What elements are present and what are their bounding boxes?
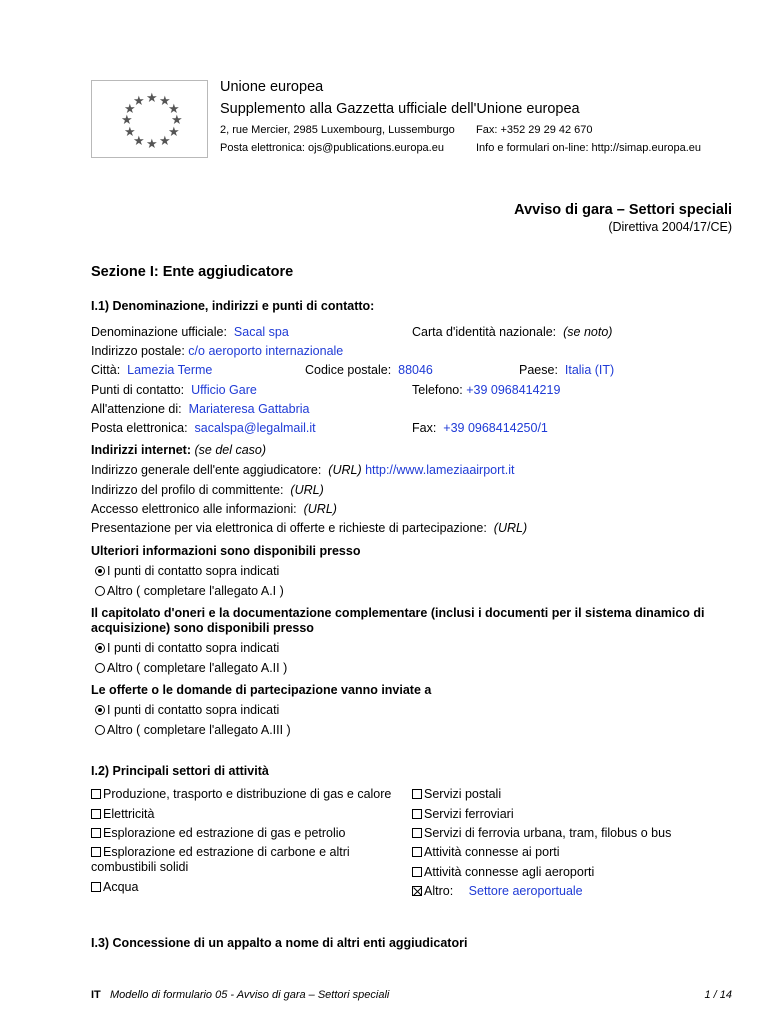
checkbox-icon[interactable] (412, 809, 422, 819)
more-info-heading: Ulteriori informazioni sono disponibili presso (91, 544, 361, 558)
field-national-id (412, 325, 612, 339)
checkbox-icon[interactable] (91, 847, 101, 857)
field-label: Posta elettronica: (91, 421, 188, 435)
sector-railway[interactable] (412, 807, 514, 821)
star-icon: ★ (168, 101, 180, 116)
field-country (519, 363, 614, 377)
star-icon: ★ (146, 136, 158, 151)
subsection-heading: I.2) Principali settori di attività (91, 764, 269, 778)
field-value: sacalspa@legalmail.it (194, 421, 316, 435)
internet-note: (se del caso) (194, 443, 267, 457)
more-info-option-other[interactable] (95, 584, 284, 598)
document-directive: (Direttiva 2004/17/CE) (608, 220, 732, 234)
star-icon: ★ (133, 133, 145, 148)
sector-coal[interactable] (91, 845, 350, 859)
option-label: Altro ( completare l'allegato A.I ) (107, 584, 284, 598)
url-tag: (URL) (328, 463, 362, 477)
radio-selected-icon[interactable] (95, 643, 105, 653)
internet-heading (91, 443, 266, 457)
star-icon: ★ (171, 112, 183, 127)
sector-label: Servizi ferroviari (424, 807, 514, 821)
checkbox-icon[interactable] (412, 867, 422, 877)
specs-heading-line1: Il capitolato d'oneri e la documentazione complementare (inclusi i documenti per il sistema dinamico di (91, 606, 705, 620)
sector-gas-oil[interactable] (91, 826, 346, 840)
field-attention (91, 402, 309, 416)
field-label: All'attenzione di: (91, 402, 182, 416)
sector-electricity[interactable] (91, 807, 154, 821)
field-value: +39 0968414250/1 (443, 421, 548, 435)
option-label: I punti di contatto sopra indicati (107, 564, 280, 578)
checkbox-icon[interactable] (91, 809, 101, 819)
star-icon: ★ (121, 112, 133, 127)
field-value: c/o aeroporto internazionale (188, 344, 344, 358)
checkbox-icon[interactable] (412, 847, 422, 857)
field-label: Codice postale: (305, 363, 392, 377)
field-email (91, 421, 316, 435)
sector-other-value: Settore aeroportuale (468, 884, 583, 898)
option-label: Altro ( completare l'allegato A.III ) (107, 723, 291, 737)
offers-heading: Le offerte o le domande di partecipazione vanno inviate a (91, 683, 432, 697)
url-tag: (URL) (290, 483, 324, 497)
radio-selected-icon[interactable] (95, 705, 105, 715)
radio-icon[interactable] (95, 725, 105, 735)
option-label: I punti di contatto sopra indicati (107, 703, 280, 717)
internet-access (91, 502, 337, 516)
field-label: Punti di contatto: (91, 383, 185, 397)
eu-flag-logo (91, 80, 208, 158)
sector-label: Servizi postali (424, 787, 502, 801)
sector-gas-heat[interactable] (91, 787, 391, 801)
more-info-option-contacts[interactable] (95, 564, 279, 578)
header-info: Info e formulari on-line: http://simap.europa.eu (476, 142, 702, 154)
field-postal-address (91, 344, 343, 358)
checkbox-checked-icon[interactable] (412, 886, 422, 896)
footer-lang: IT (91, 989, 101, 1001)
header-org: Unione europea (220, 79, 324, 95)
field-label: Telefono: (412, 383, 463, 397)
internet-submission (91, 521, 527, 535)
internet-profile (91, 483, 324, 497)
field-label: Indirizzo generale dell'ente aggiudicatore: (91, 463, 322, 477)
section-heading: Sezione I: Ente aggiudicatore (91, 264, 294, 280)
general-url-link[interactable]: http://www.lameziaairport.it (365, 463, 515, 477)
field-value: Lamezia Terme (127, 363, 213, 377)
field-label: Carta d'identità nazionale: (412, 325, 557, 339)
specs-heading-line2: acquisizione) sono disponibili presso (91, 621, 314, 635)
field-label: Città: (91, 363, 121, 377)
field-contact-point (91, 383, 257, 397)
star-icon: ★ (133, 93, 145, 108)
header-fax: Fax: +352 29 29 42 670 (476, 124, 593, 136)
sector-label: Produzione, trasporto e distribuzione di gas e calore (103, 787, 392, 801)
field-fax (412, 421, 548, 435)
offers-option-other[interactable] (95, 723, 291, 737)
url-tag: (URL) (493, 521, 528, 535)
field-value: Italia (IT) (564, 363, 615, 377)
subsection-heading: I.3) Concessione di un appalto a nome di altri enti aggiudicatori (91, 936, 468, 950)
field-label: Indirizzo del profilo di committente: (91, 483, 284, 497)
sector-label: Elettricità (103, 807, 155, 821)
checkbox-icon[interactable] (91, 789, 101, 799)
field-label: Presentazione per via elettronica di offerte e richieste di partecipazione: (91, 521, 487, 535)
checkbox-icon[interactable] (91, 882, 101, 892)
star-icon: ★ (146, 90, 158, 105)
field-value: Mariateresa Gattabria (188, 402, 310, 416)
sector-label: Esplorazione ed estrazione di carbone e altri (103, 845, 350, 859)
offers-option-contacts[interactable] (95, 703, 279, 717)
document-title: Avviso di gara – Settori speciali (514, 202, 732, 218)
star-icon: ★ (159, 93, 171, 108)
footer-page-number: 1 / 14 (704, 989, 732, 1001)
field-postal-code (305, 363, 433, 377)
option-label: I punti di contatto sopra indicati (107, 641, 280, 655)
radio-icon[interactable] (95, 663, 105, 673)
footer (91, 989, 389, 1001)
checkbox-icon[interactable] (412, 789, 422, 799)
specs-option-other[interactable] (95, 661, 287, 675)
sector-ports[interactable] (412, 845, 560, 859)
sector-label: Servizi di ferrovia urbana, tram, filobus o bus (424, 826, 672, 840)
radio-icon[interactable] (95, 586, 105, 596)
sector-airports[interactable] (412, 865, 594, 879)
specs-option-contacts[interactable] (95, 641, 279, 655)
field-label: Indirizzo postale: (91, 344, 185, 358)
sector-urban-transport[interactable] (412, 826, 671, 840)
checkbox-icon[interactable] (412, 828, 422, 838)
field-value: +39 0968414219 (466, 383, 561, 397)
field-phone (412, 383, 560, 397)
header-email: Posta elettronica: ojs@publications.europa.eu (220, 142, 444, 154)
subsection-heading: I.1) Denominazione, indirizzi e punti di contatto: (91, 299, 375, 313)
field-label: Paese: (519, 363, 558, 377)
sector-water[interactable] (91, 880, 138, 894)
header-address: 2, rue Mercier, 2985 Luxembourg, Lussemburgo (220, 124, 455, 136)
field-value: 88046 (398, 363, 433, 377)
sector-other[interactable] (412, 884, 583, 898)
sector-label: Attività connesse ai porti (424, 845, 560, 859)
sector-coal-continued: combustibili solidi (91, 860, 189, 874)
field-value: Sacal spa (233, 325, 289, 339)
field-city (91, 363, 212, 377)
field-official-name (91, 325, 289, 339)
sector-label: Esplorazione ed estrazione di gas e petrolio (103, 826, 346, 840)
checkbox-icon[interactable] (91, 828, 101, 838)
sector-label: Acqua (103, 880, 139, 894)
field-label: Accesso elettronico alle informazioni: (91, 502, 297, 516)
header-publication: Supplemento alla Gazzetta ufficiale dell'Unione europea (220, 101, 580, 117)
field-value: Ufficio Gare (191, 383, 257, 397)
option-label: Altro ( completare l'allegato A.II ) (107, 661, 288, 675)
star-icon: ★ (124, 101, 136, 116)
sector-label: Attività connesse agli aeroporti (424, 865, 595, 879)
url-tag: (URL) (303, 502, 337, 516)
star-icon: ★ (124, 124, 136, 139)
star-icon: ★ (168, 124, 180, 139)
star-icon: ★ (159, 133, 171, 148)
sector-postal[interactable] (412, 787, 501, 801)
field-value: (se noto) (563, 325, 613, 339)
sector-label: Altro: (424, 884, 454, 898)
internet-label: Indirizzi internet: (91, 443, 191, 457)
internet-general (91, 463, 514, 477)
field-label: Fax: (412, 421, 437, 435)
field-label: Denominazione ufficiale: (91, 325, 227, 339)
footer-model: Modello di formulario 05 - Avviso di gara – Settori speciali (109, 989, 390, 1001)
radio-selected-icon[interactable] (95, 566, 105, 576)
